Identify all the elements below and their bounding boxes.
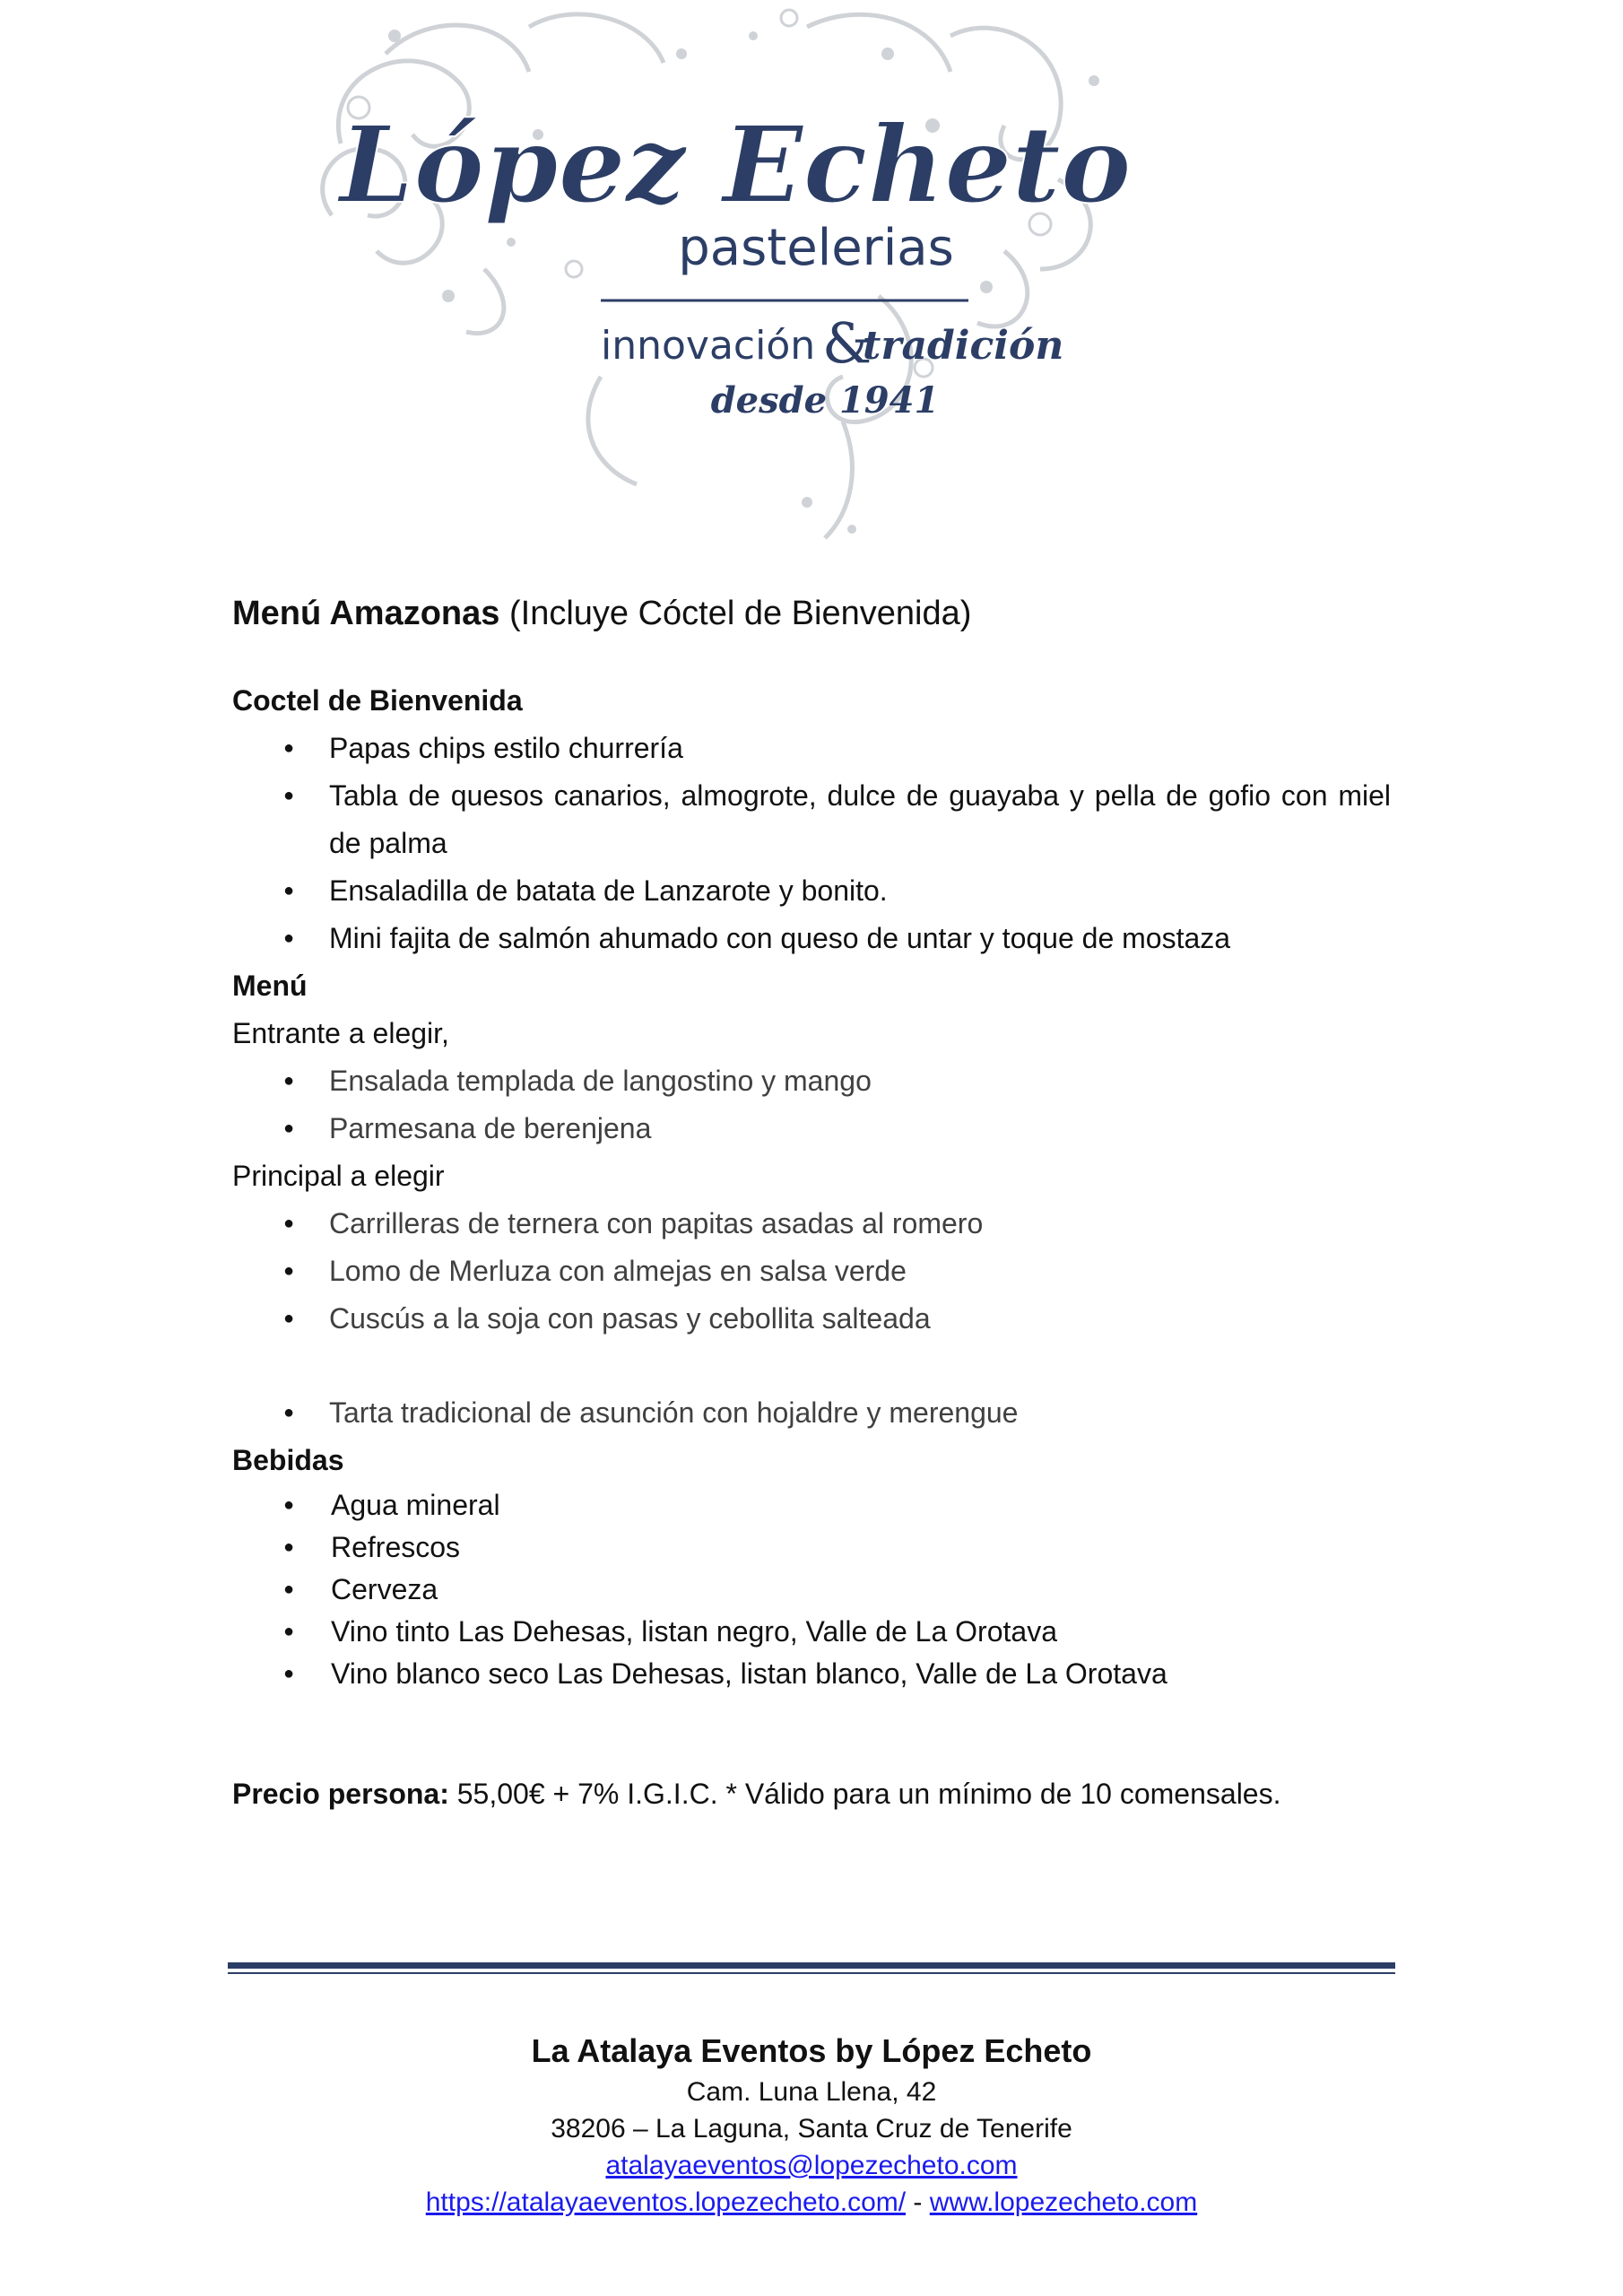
- footer: [228, 2029, 1395, 2221]
- list-item: ● Cerveza: [232, 1569, 1391, 1611]
- link-separator: -: [906, 2187, 930, 2217]
- brand-name: López Echeto: [339, 102, 1132, 227]
- spacer: [232, 1695, 1391, 1770]
- list-item: ● Vino tinto Las Dehesas, listan negro, Valle de La Orotava: [232, 1611, 1391, 1653]
- price-text: 55,00€ + 7% I.G.I.C. * Válido para un mínimo de 10 comensales.: [448, 1778, 1281, 1811]
- list-item: ● Agua mineral: [232, 1484, 1391, 1526]
- website-link-eventos[interactable]: https://atalayaeventos.lopezecheto.com/: [425, 2187, 907, 2217]
- coctel-heading: Coctel de Bienvenida: [232, 684, 523, 718]
- list-item: ● Mini fajita de salmón ahumado con queso de untar y toque de mostaza: [232, 915, 1391, 962]
- entrante-list: [232, 1057, 1391, 1152]
- principal-list: [232, 1200, 1391, 1343]
- list-item: ● Refrescos: [232, 1526, 1391, 1569]
- list-item: ● Papas chips estilo churrería: [232, 725, 1391, 772]
- list-item: ● Vino blanco seco Las Dehesas, listan blanco, Valle de La Orotava: [232, 1653, 1391, 1695]
- company-name: La Atalaya Eventos by López Echeto: [531, 2032, 1092, 2069]
- spacer: [232, 1343, 1391, 1389]
- tagline-tradicion: tradición: [863, 323, 1064, 369]
- list-item: ● Tarta tradicional de asunción con hojaldre y merengue: [232, 1389, 1391, 1437]
- menu-title-rest: (Incluye Cóctel de Bienvenida): [499, 595, 972, 632]
- bebidas-list: [232, 1484, 1391, 1695]
- postre-list: [232, 1389, 1391, 1437]
- menu-heading: Menú: [232, 970, 308, 1003]
- list-item: ● Parmesana de berenjena: [232, 1105, 1391, 1152]
- price-label: Precio persona:: [232, 1778, 449, 1811]
- coctel-list: [232, 725, 1391, 962]
- tagline-innovacion: innovación: [601, 323, 816, 369]
- menu-title: [232, 592, 1391, 636]
- price-line: [232, 1770, 1391, 1818]
- email-link[interactable]: atalayaeventos@lopezecheto.com: [605, 2151, 1018, 2180]
- list-item: ● Tabla de quesos canarios, almogrote, dulce de guayaba y pella de gofio con miel de palma: [232, 772, 1391, 867]
- footer-rule-thin: [228, 1972, 1395, 1974]
- menu-content: [232, 592, 1391, 1818]
- website-link-main[interactable]: www.lopezecheto.com: [929, 2187, 1198, 2217]
- list-item: ● Carrilleras de ternera con papitas asadas al romero: [232, 1200, 1391, 1248]
- footer-rule-thick: [228, 1962, 1395, 1969]
- bebidas-heading: Bebidas: [232, 1444, 344, 1477]
- address-city: 38206 – La Laguna, Santa Cruz de Tenerife: [551, 2114, 1072, 2144]
- tagline-ampersand: &: [822, 310, 872, 376]
- entrante-label: Entrante a elegir,: [232, 1017, 449, 1050]
- brand-logo: [305, 0, 1148, 556]
- principal-label: Principal a elegir: [232, 1160, 445, 1193]
- list-item: ● Ensalada templada de langostino y mango: [232, 1057, 1391, 1105]
- brand-since: desde 1941: [710, 379, 940, 422]
- list-item: ● Ensaladilla de batata de Lanzarote y bonito.: [232, 867, 1391, 915]
- list-item: ● Cuscús a la soja con pasas y cebollita salteada: [232, 1295, 1391, 1343]
- list-item: ● Lomo de Merluza con almejas en salsa verde: [232, 1248, 1391, 1295]
- brand-subtitle: pastelerias: [678, 219, 954, 277]
- menu-title-bold: Menú Amazonas: [232, 595, 500, 632]
- address-street: Cam. Luna Llena, 42: [686, 2077, 937, 2107]
